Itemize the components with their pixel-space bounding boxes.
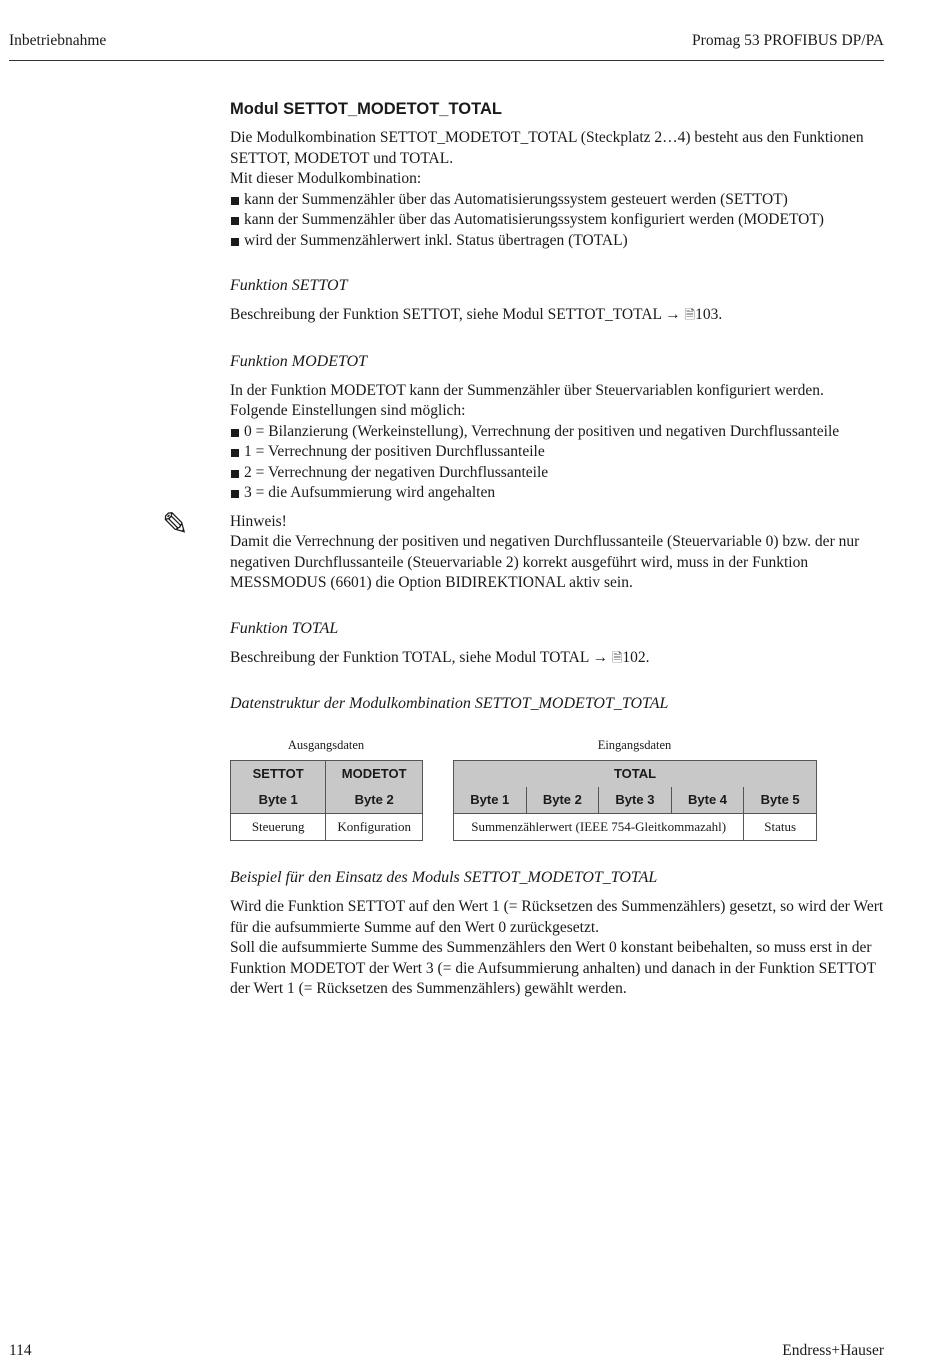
table-cell: Summenzählerwert (IEEE 754-Gleitkommazahl) bbox=[454, 814, 744, 841]
table-header: Byte 1 bbox=[231, 787, 326, 814]
table-header: Byte 3 bbox=[599, 787, 672, 814]
modetot-heading: Funktion MODETOT bbox=[230, 352, 368, 370]
example-text-2: Soll die aufsummierte Summe des Summenzählers den Wert 0 konstant beibehalten, so muss erst in der Funktion MODETOT der Wert 3 (= die Aufsummierung anhalten) und danach in der Funktion SETTOT der Wert 1 (= Rücksetzen des Summenzählers) gewählt werden. bbox=[230, 939, 876, 997]
settot-text bbox=[230, 305, 890, 327]
list-item: 2 = Verrechnung der negativen Durchflussanteile bbox=[230, 463, 890, 484]
input-data-label: Eingangsdaten bbox=[597, 738, 672, 752]
settot-page-ref: 103. bbox=[695, 306, 723, 323]
table-header: Byte 5 bbox=[744, 787, 817, 814]
list-item: 3 = die Aufsummierung wird angehalten bbox=[230, 483, 890, 504]
table-cell: Status bbox=[744, 814, 817, 841]
total-page-ref: 102. bbox=[622, 648, 650, 666]
output-data-label: Ausgangsdaten bbox=[287, 738, 365, 752]
table-cell: Steuerung bbox=[231, 814, 326, 841]
list-item: kann der Summenzähler über das Automatisierungssystem konfiguriert werden (MODETOT) bbox=[230, 210, 890, 231]
modetot-text: In der Funktion MODETOT kann der Summenzähler über Steuervariablen konfiguriert werden. bbox=[230, 381, 824, 399]
settot-description: Beschreibung der Funktion SETTOT, siehe Modul SETTOT_TOTAL → bbox=[230, 306, 681, 323]
input-data-table bbox=[453, 760, 817, 841]
table-header: Byte 1 bbox=[454, 787, 527, 814]
table-header: MODETOT bbox=[326, 761, 423, 788]
settot-heading: Funktion SETTOT bbox=[230, 277, 348, 294]
table-header: Byte 2 bbox=[526, 787, 599, 814]
list-item: kann der Summenzähler über das Automatisierungssystem gesteuert werden (SETTOT) bbox=[230, 190, 890, 211]
datastruct-heading: Datenstruktur der Modulkombination SETTOT_MODETOT_TOTAL bbox=[230, 695, 669, 712]
main-content bbox=[230, 98, 890, 1000]
document-icon: 🗎 bbox=[684, 308, 696, 323]
intro-lead: Mit dieser Modulkombination: bbox=[230, 170, 422, 187]
header-divider bbox=[9, 60, 884, 61]
example-text: Wird die Funktion SETTOT auf den Wert 1 (= Rücksetzen des Summenzählers) gesetzt, so wird der Wert für die aufsummierte Summe auf den Wert 0 zurückgesetzt. bbox=[230, 898, 884, 936]
intro-paragraph: Die Modulkombination SETTOT_MODETOT_TOTAL (Steckplatz 2…4) besteht aus den Funktionen SETTOT, MODETOT und TOTAL. bbox=[230, 129, 864, 167]
page-number: 114 bbox=[9, 1342, 32, 1359]
note-title: Hinweis! bbox=[230, 512, 287, 530]
example-heading: Beispiel für den Einsatz des Moduls SETTOT_MODETOT_TOTAL bbox=[230, 869, 658, 886]
total-heading: Funktion TOTAL bbox=[230, 619, 339, 637]
document-icon: 🗎 bbox=[611, 650, 623, 666]
header-section-title: Inbetriebnahme bbox=[9, 32, 107, 49]
list-item: wird der Summenzählerwert inkl. Status übertragen (TOTAL) bbox=[230, 231, 890, 252]
table-header: Byte 4 bbox=[671, 787, 744, 814]
intro-list bbox=[230, 190, 890, 252]
table-header: Byte 2 bbox=[326, 787, 423, 814]
output-data-table bbox=[230, 760, 423, 841]
table-cell: Konfiguration bbox=[326, 814, 423, 841]
data-structure-tables bbox=[230, 735, 890, 853]
header-product-title: Promag 53 PROFIBUS DP/PA bbox=[692, 32, 884, 49]
table-header: TOTAL bbox=[454, 761, 817, 788]
modetot-lead: Folgende Einstellungen sind möglich: bbox=[230, 402, 466, 419]
table-header: SETTOT bbox=[231, 761, 326, 788]
total-text bbox=[230, 648, 890, 670]
module-title: Modul SETTOT_MODETOT_TOTAL bbox=[230, 100, 502, 118]
note-text: Damit die Verrechnung der positiven und negativen Durchflussanteile (Steuervariable 0) bzw. der nur negativen Durchflussanteile (Steuervariable 2) korrekt ausgeführt wird, muss in der Funktion MESSMODUS (6601) die Option BIDIREKTIONAL aktiv sein. bbox=[230, 533, 860, 591]
brand-name: Endress+Hauser bbox=[782, 1342, 884, 1359]
list-item: 1 = Verrechnung der positiven Durchflussanteile bbox=[230, 442, 890, 463]
pencil-icon: ✎ bbox=[162, 505, 189, 543]
list-item: 0 = Bilanzierung (Werkeinstellung), Verrechnung der positiven und negativen Durchflussanteile bbox=[230, 422, 890, 443]
modetot-list bbox=[230, 422, 890, 504]
total-description: Beschreibung der Funktion TOTAL, siehe Modul TOTAL → bbox=[230, 648, 609, 666]
